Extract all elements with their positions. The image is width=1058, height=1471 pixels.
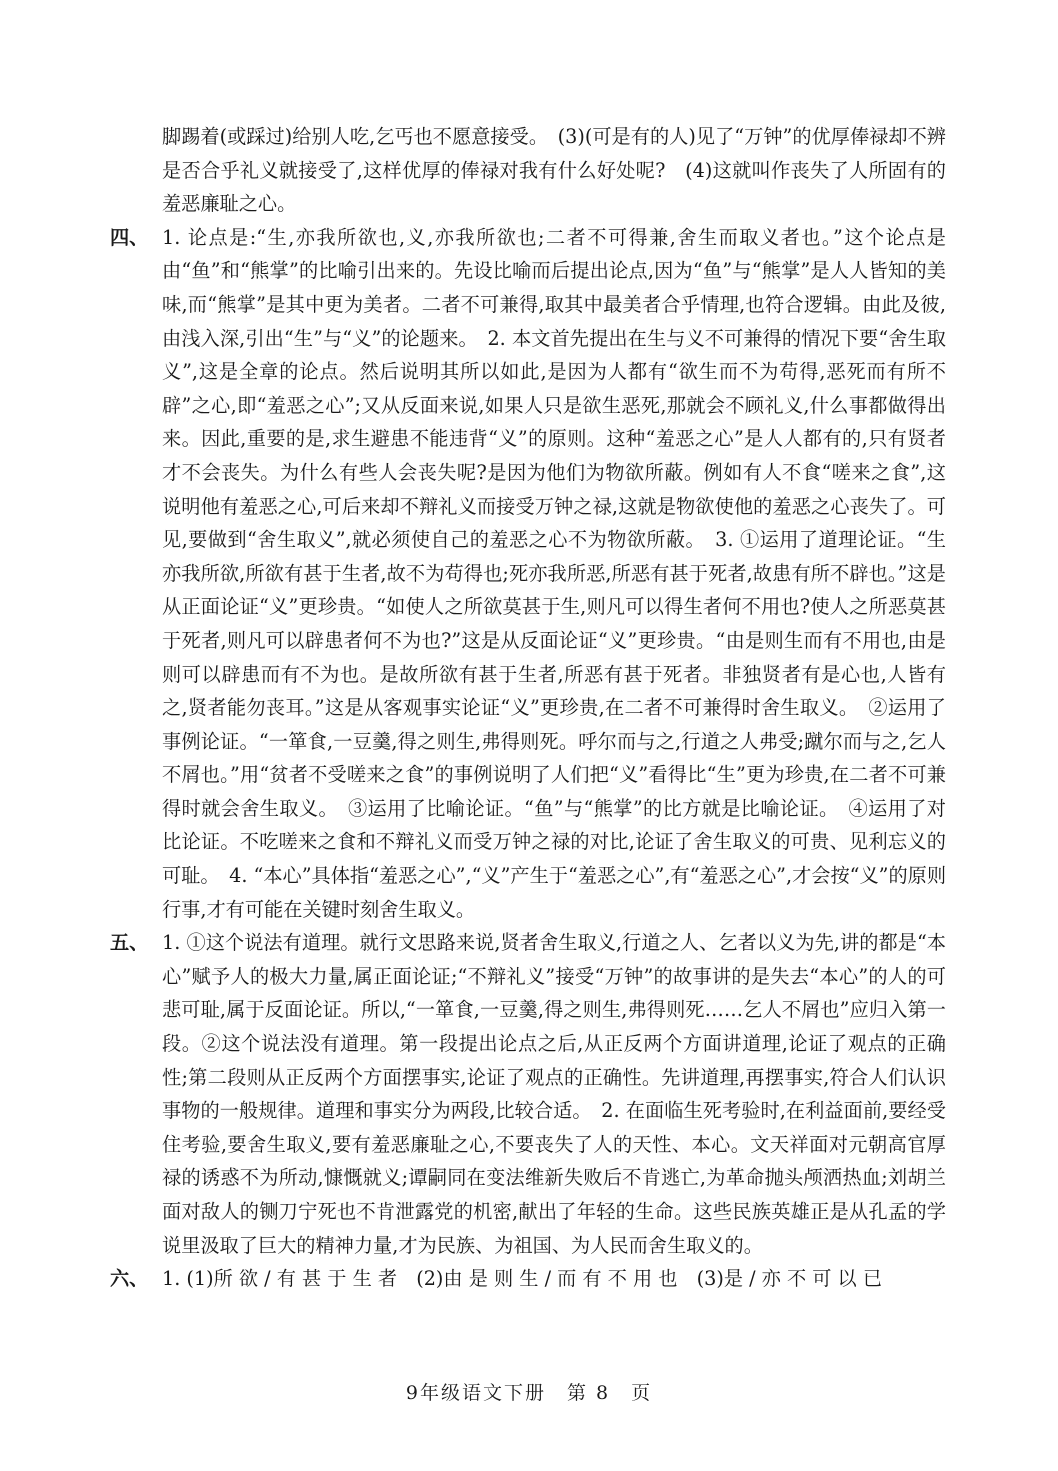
section-4-text: 1. 论点是:“生,亦我所欲也,义,亦我所欲也;二者不可得兼,舍生而取义者也。”这个论点是由“鱼”和“熊掌”的比喻引出来的。先设比喻而后提出论点,因为“鱼”与“熊掌”是人人皆知的美味,而“熊掌”是其中更为美者。二者不可兼得,取其中最美者合乎情理,也符合逻辑。由此及彼,由浅入深,引出“生”与“义”的论题来。 2. 本文首先提出在生与义不可兼得的情况下要“舍生取义”,这是全章的论点。然后说明其所以如此,是因为人都有“欲生而不为苟得,恶死而有所不辟”之心,即“羞恶之心”;又从反面来说,如果人只是欲生恶死,那就会不顾礼义,什么事都做得出来。因此,重要的是,求生避患不能违背“义”的原则。这种“羞恶之心”是人人都有的,只有贤者才不会丧失。为什么有些人会丧失呢?是因为他们为物欲所蔽。例如有人不食“嗟来之食”,这说明他有羞恶之心,可后来却不辩礼义而接受万钟之禄,这就是物欲使他的羞恶之心丧失了。可见,要做到“舍生取义”,就必须使自己的羞恶之心不为物欲所蔽。 3. ①运用了道理论证。“生亦我所欲,所欲有甚于生者,故不为苟得也;死亦我所恶,所恶有甚于死者,故患有所不辟也。”这是从正面论证“义”更珍贵。“如使人之所欲莫甚于生,则凡可以得生者何不用也?使人之所恶莫甚于死者,则凡可以辟患者何不为也?”这是从反面论证“义”更珍贵。“由是则生而有不用也,由是则可以辟患而有不为也。是故所欲有甚于生者,所恶有甚于死者。非独贤者有是心也,人皆有之,贤者能勿丧耳。”这是从客观事实论证“义”更珍贵,在二者不可兼得时舍生取义。 ②运用了事例论证。“一箪食,一豆羹,得之则生,弗得则死。呼尔而与之,行道之人弗受;蹴尔而与之,乞人不屑也。”用“贫者不受嗟来之食”的事例说明了人们把“义”看得比“生”更为珍贵,在二者不可兼得时就会舍生取义。 ③运用了比喻论证。“鱼”与“熊掌”的比方就是比喻论证。 ④运用了对比论证。不吃嗟来之食和不辩礼义而受万钟之禄的对比,论证了舍生取义的可贵、见利忘义的可耻。 4. “本心”具体指“羞恶之心”,“义”产生于“羞恶之心”,有“羞恶之心”,才会按“义”的原则行事,才有可能在关键时刻舍生取义。 xyxy=(162,225,947,921)
section-4 xyxy=(110,221,946,926)
section-6-text: 1. (1)所 欲 / 有 甚 于 生 者 (2)由 是 则 生 / 而 有 不 用 也 (3)是 / 亦 不 可 以 已 xyxy=(162,1267,883,1291)
section-6-label: 六、 xyxy=(110,1267,149,1291)
page-footer: 9年级语文下册 第 8 页 xyxy=(405,1382,653,1404)
section-5 xyxy=(110,926,946,1262)
section-6 xyxy=(110,1262,946,1296)
continuation-paragraph: 脚踢着(或踩过)给别人吃,乞丐也不愿意接受。 (3)(可是有的人)见了“万钟”的优厚俸禄却不辨是否合乎礼义就接受了,这样优厚的俸禄对我有什么好处呢? (4)这就叫作丧失了人所固有的羞恶廉耻之心。 xyxy=(162,125,946,216)
section-4-label: 四、 xyxy=(110,225,149,249)
section-5-label: 五、 xyxy=(110,931,149,955)
page-content xyxy=(110,120,946,1296)
section-5-text: 1. ①这个说法有道理。就行文思路来说,贤者舍生取义,行道之人、乞者以义为先,讲的都是“本心”赋予人的极大力量,属正面论证;“不辩礼义”接受“万钟”的故事讲的是失去“本心”的人的可悲可耻,属于反面论证。所以,“一箪食,一豆羹,得之则生,弗得则死……乞人不屑也”应归入第一段。②这个说法没有道理。第一段提出论点之后,从正反两个方面讲道理,论证了观点的正确性;第二段则从正反两个方面摆事实,论证了观点的正确性。先讲道理,再摆事实,符合人们认识事物的一般规律。道理和事实分为两段,比较合适。 2. 在面临生死考验时,在利益面前,要经受住考验,要舍生取义,要有羞恶廉耻之心,不要丧失了人的天性、本心。文天祥面对元朝高官厚禄的诱惑不为所动,慷慨就义;谭嗣同在变法维新失败后不肯逃亡,为革命抛头颅洒热血;刘胡兰面对敌人的铡刀宁死也不肯泄露党的机密,献出了年轻的生命。这些民族英雄正是从孔孟的学说里汲取了巨大的精神力量,才为民族、为祖国、为人民而舍生取义的。 xyxy=(162,931,946,1257)
